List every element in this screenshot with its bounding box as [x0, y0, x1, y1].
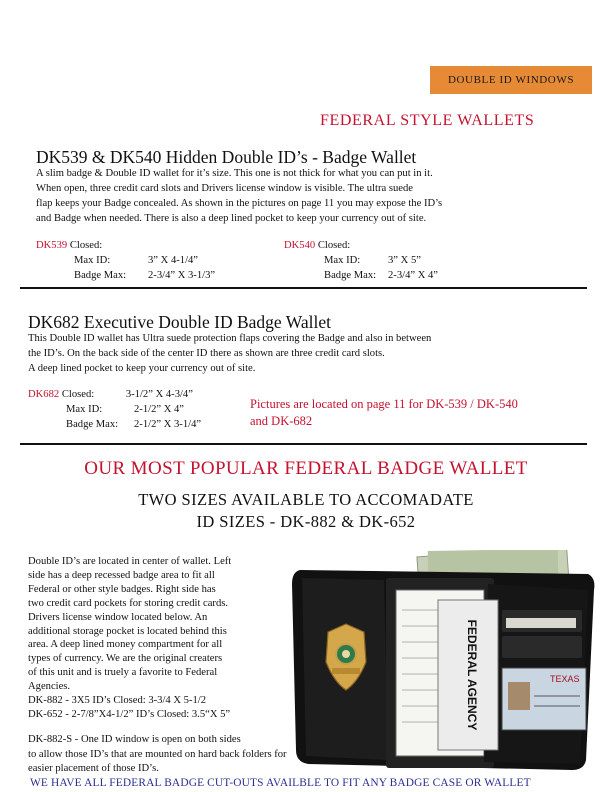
popular-desc-line: side has a deep recessed badge area to fit all: [28, 569, 215, 581]
popular-desc-line: additional storage pocket is located behind this: [28, 625, 227, 637]
federal-agency-card-text: FEDERAL AGENCY: [465, 619, 479, 731]
dk682-badge-max: 2-1/2” X 3-1/4”: [134, 419, 202, 430]
size-dk652: DK-652 - 2-7/8”X4-1/2” ID’s Closed: 3.5“X 5”: [28, 708, 231, 720]
dk539-badge-max: 2-3/4” X 3-1/3”: [148, 270, 216, 281]
product1-description: [36, 166, 596, 226]
product1-desc-line: When open, three credit card slots and Drivers license window is visible. The ultra suede: [36, 183, 413, 194]
dk540-max-id-label: Max ID:: [324, 255, 361, 266]
pictures-note: [250, 396, 518, 430]
dk682-closed-label: Closed:: [61, 389, 95, 400]
popular-desc-line: area. A deep lined money compartment for all: [28, 639, 223, 651]
product1-desc-line: and Badge when needed. There is also a deep lined pocket to keep your currency out of site.: [36, 213, 427, 224]
popular-desc-line: two credit card pockets for storing credit cards.: [28, 597, 229, 609]
dk540-model: DK540: [284, 240, 316, 251]
divider-2: [20, 443, 587, 445]
product1-desc-line: A slim badge & Double ID wallet for it’s size. This one is not thick for what you can put in it.: [36, 168, 433, 179]
product2-description: [28, 331, 588, 376]
dk540-badge-max-label: Badge Max:: [324, 270, 377, 281]
popular-desc-line: Federal or other style badges. Right side has: [28, 583, 216, 595]
divider-1: [20, 287, 587, 289]
dk540-closed-label: Closed:: [317, 240, 351, 251]
product2-desc-line: the ID’s. On the back side of the center ID there as shown are three credit card slots.: [28, 348, 385, 359]
popular-subheading-1: TWO SIZES AVAILABLE TO ACCOMADATE: [138, 490, 474, 509]
section-title: FEDERAL STYLE WALLETS: [320, 112, 535, 129]
footer-note: WE HAVE ALL FEDERAL BADGE CUT-OUTS AVAILBLE TO FIT ANY BADGE CASE OR WALLET: [30, 777, 531, 789]
popular-desc-line: of this unit and is truely a favorite to Federal: [28, 667, 218, 679]
product2-title: DK682 Executive Double ID Badge Wallet: [28, 312, 331, 332]
pictures-note-line: and DK-682: [250, 414, 313, 428]
popular-desc-line: Double ID’s are located in center of wallet. Left: [28, 556, 232, 567]
section-tab-double-id-windows: DOUBLE ID WINDOWS: [430, 66, 592, 94]
dk682-badge-max-label: Badge Max:: [66, 419, 119, 430]
dk539-max-id-label: Max ID:: [74, 255, 111, 266]
dk540-badge-max: 2-3/4” X 4”: [388, 270, 439, 281]
dk539-badge-max-label: Badge Max:: [74, 270, 127, 281]
wallet-photo: [288, 550, 600, 772]
popular-desc-line: types of currency. We are the original creaters: [28, 653, 223, 665]
product1-title: DK539 & DK540 Hidden Double ID’s - Badge Wallet: [36, 147, 417, 167]
license-state-text: TEXAS: [550, 674, 580, 684]
size-dk882: DK-882 - 3X5 ID’s Closed: 3-3/4 X 5-1/2: [28, 695, 207, 707]
dk539-model: DK539: [36, 240, 68, 251]
dk682-closed: 3-1/2” X 4-3/4”: [125, 389, 193, 400]
popular-headline: OUR MOST POPULAR FEDERAL BADGE WALLET: [84, 458, 528, 479]
popular-description: [28, 555, 278, 722]
product2-desc-line: This Double ID wallet has Ultra suede protection flaps covering the Badge and also in between: [28, 333, 432, 344]
pictures-note-line: Pictures are located on page 11 for DK-539 / DK-540: [250, 397, 518, 411]
dk539-specs: [36, 238, 215, 283]
dk539-closed-label: Closed:: [69, 240, 103, 251]
dk540-max-id: 3” X 5”: [388, 255, 421, 266]
popular-desc-line: Agencies.: [28, 681, 71, 693]
dk540-specs: [284, 238, 438, 283]
product2-desc-line: A deep lined pocket to keep your currency out of site.: [28, 363, 256, 374]
dk882s-line: to allow those ID’s that are mounted on hard back folders for: [28, 748, 287, 760]
dk882s-line: DK-882-S - One ID window is open on both sides: [28, 734, 241, 745]
popular-subheading-2: ID SIZES - DK-882 & DK-652: [196, 512, 416, 531]
dk682-max-id: 2-1/2” X 4”: [134, 404, 185, 415]
product1-desc-line: flap keeps your Badge concealed. As shown in the pictures on page 11 you may expose the ID’s: [36, 198, 443, 209]
dk682-specs: [28, 387, 201, 432]
popular-desc-line: Drivers license window located below. An: [28, 611, 208, 623]
dk882s-line: easier placement of those ID’s.: [28, 763, 159, 774]
dk682-model: DK682: [28, 389, 60, 400]
dk539-max-id: 3” X 4-1/4”: [148, 255, 199, 266]
dk682-max-id-label: Max ID:: [66, 404, 103, 415]
